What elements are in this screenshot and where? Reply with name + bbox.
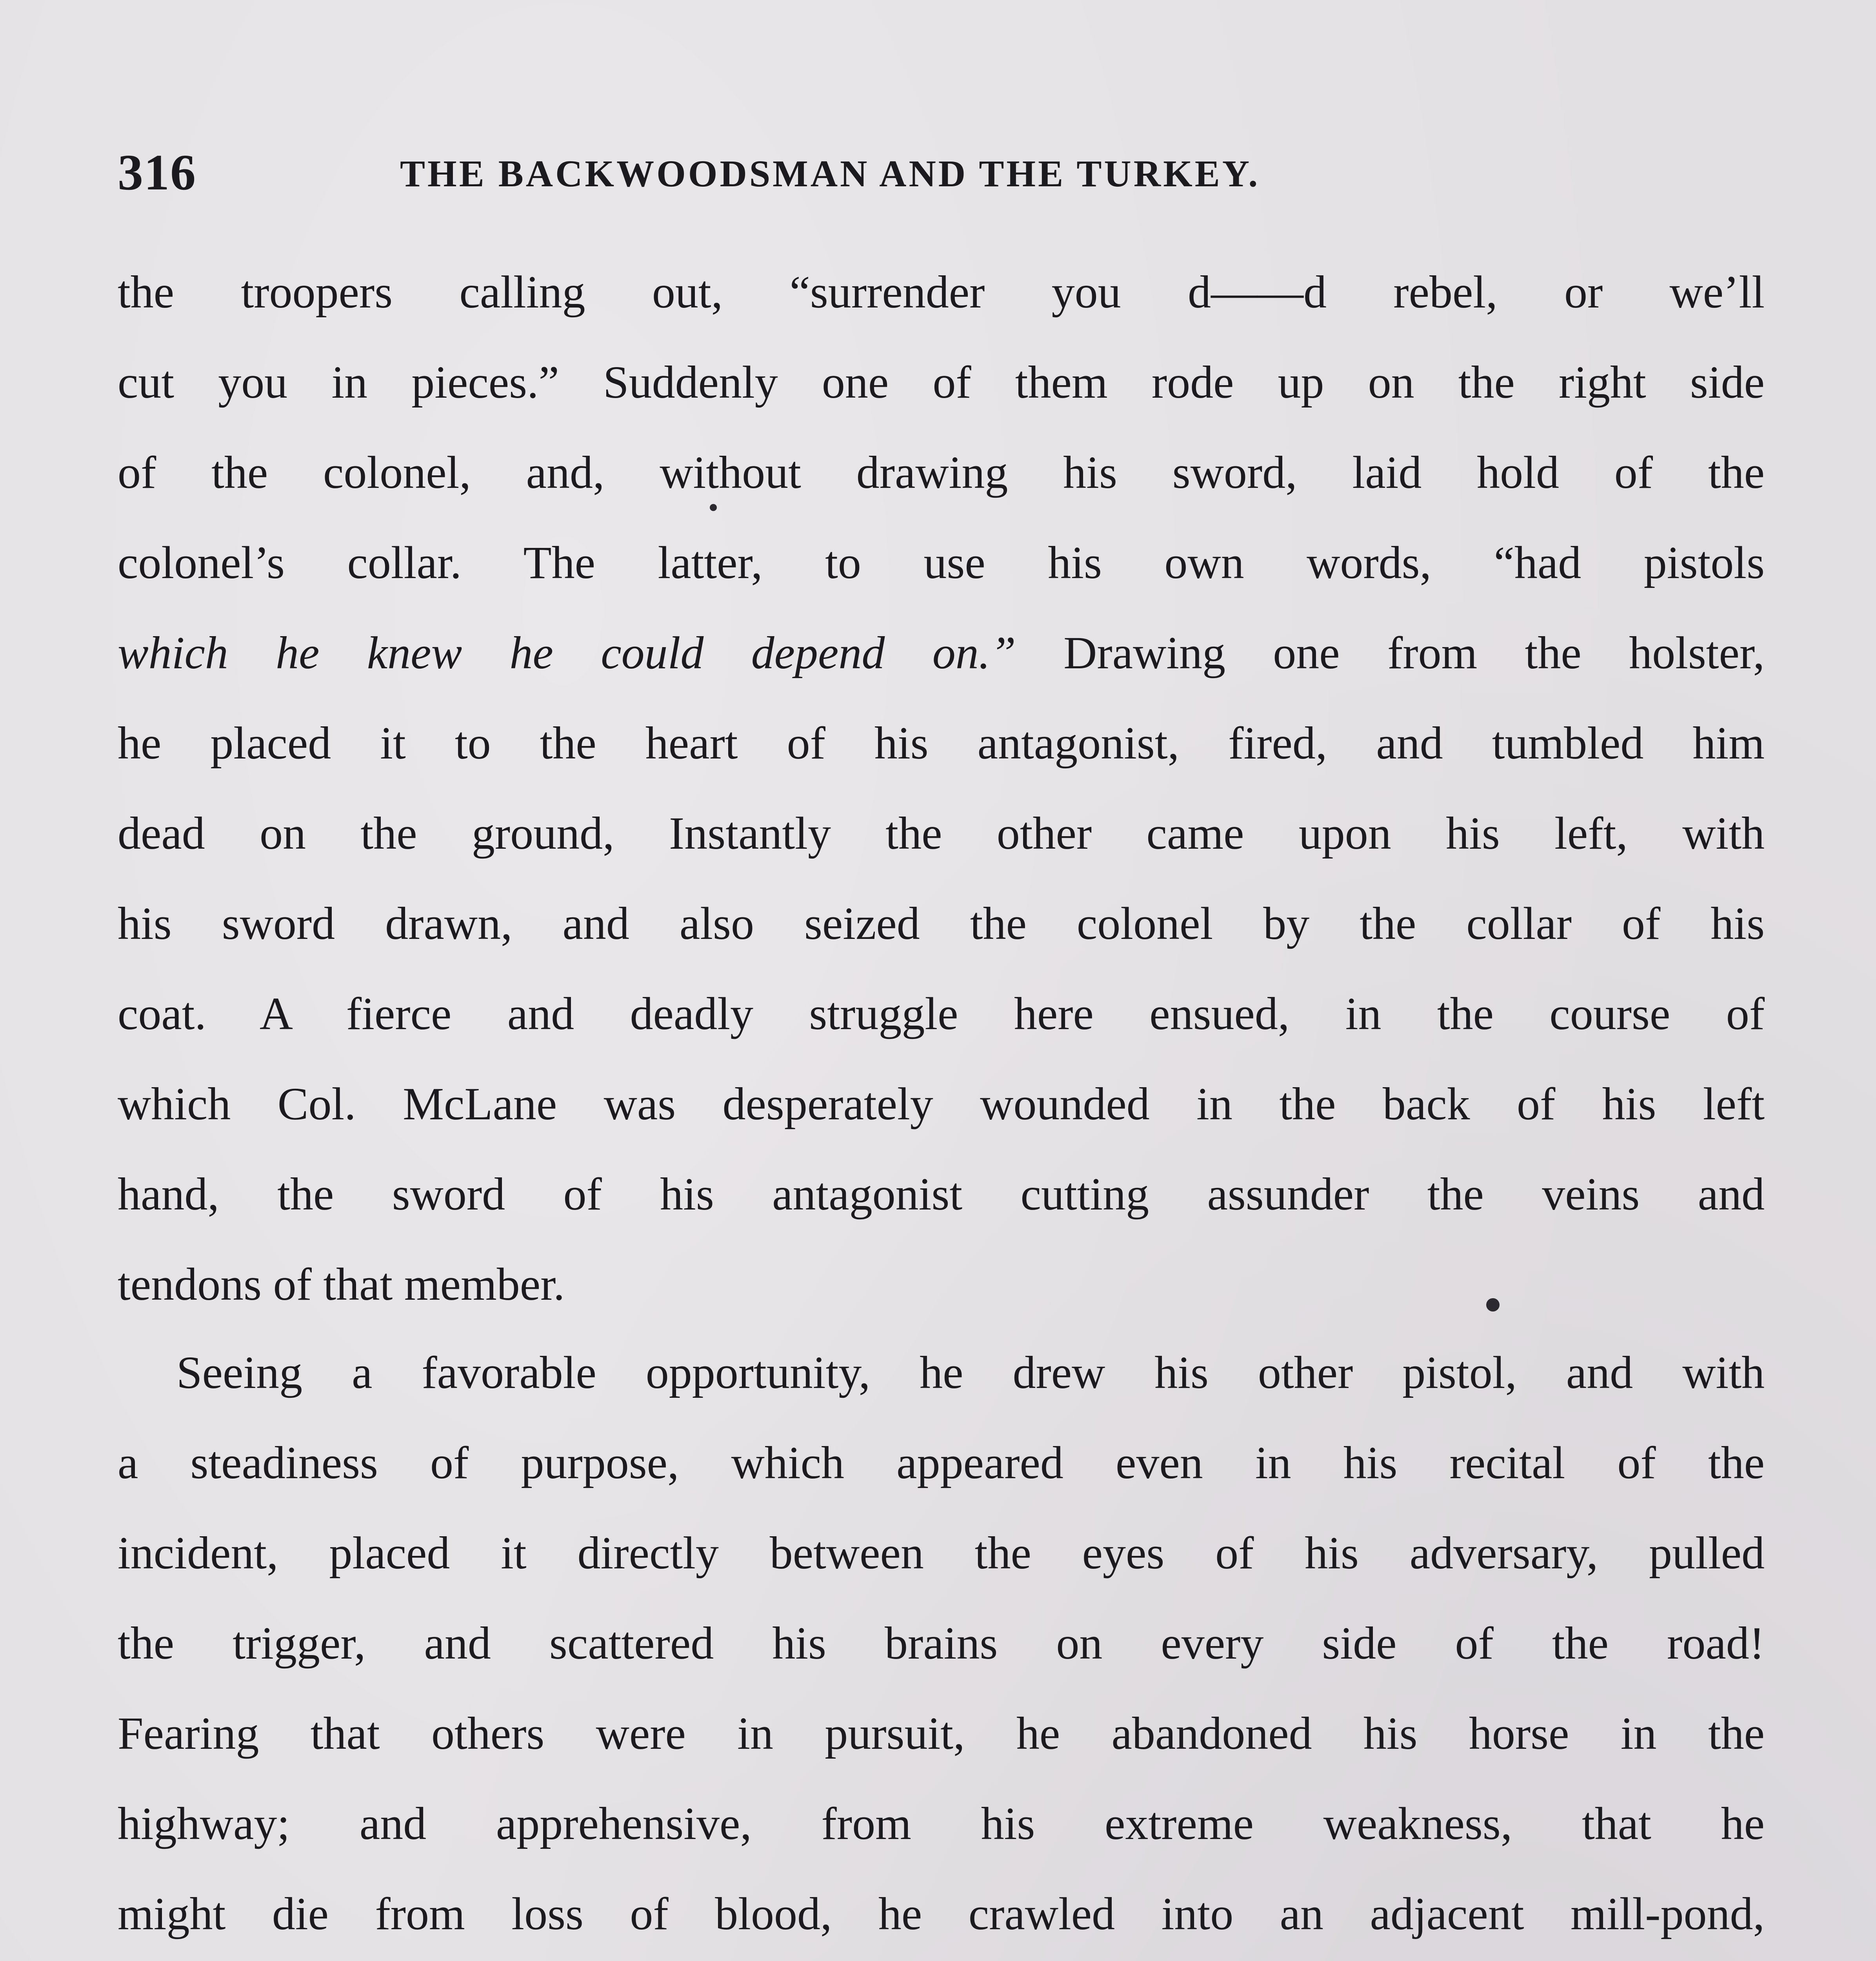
text-line: colonel’s collar. The latter, to use his own words, “had pistols [118,537,1765,588]
running-head [118,141,1772,204]
text-line [118,1959,1765,1961]
text-line: the trigger, and scattered his brains on every side of the road! [118,1617,1765,1669]
running-title: THE BACKWOODSMAN AND THE TURKEY. [400,153,1260,195]
text-line: Fearing that others were in pursuit, he abandoned his horse in the [118,1708,1765,1759]
italic-quote: which he knew he could depend on.” [118,627,1016,679]
text-line: the troopers calling out, “surrender you d——d rebel, or we’ll [118,266,1765,318]
text-line: he placed it to the heart of his antagonist, fired, and tumbled him [118,717,1765,769]
text-line: incident, placed it directly between the eyes of his adversary, pulled [118,1527,1765,1579]
paragraph-favorable-opportunity [118,1328,1765,1961]
text-line: cut you in pieces.” Suddenly one of them rode up on the right side [118,357,1765,408]
paragraph-mclane-struggle [118,247,1765,1330]
text-line: highway; and apprehensive, from his extreme weakness, that he [118,1798,1765,1849]
text-line: Seeing a favorable opportunity, he drew his other pistol, and with [176,1347,1765,1398]
text-line: a steadiness of purpose, which appeared even in his recital of the [118,1437,1765,1488]
page-number: 316 [118,144,196,201]
text-line-rest: Drawing one from the holster, [1063,627,1765,679]
text-line: his sword drawn, and also seized the colonel by the collar of his [118,898,1765,949]
text-line: dead on the ground, Instantly the other came upon his left, with [118,808,1765,859]
text-line: hand, the sword of his antagonist cutting assunder the veins and [118,1168,1765,1220]
text-line: which Col. McLane was desperately wounded in the back of his left [118,1078,1765,1130]
text-line: might die from loss of blood, he crawled into an adjacent mill-pond, [118,1888,1765,1939]
text-line: coat. A fierce and deadly struggle here ensued, in the course of [118,988,1765,1039]
text-line: tendons of that member. [118,1259,565,1310]
text-line [118,608,1765,698]
paper-speck [710,504,717,511]
paper-speck [1486,1298,1500,1312]
text-line: of the colonel, and, without drawing his sword, laid hold of the [118,447,1765,498]
